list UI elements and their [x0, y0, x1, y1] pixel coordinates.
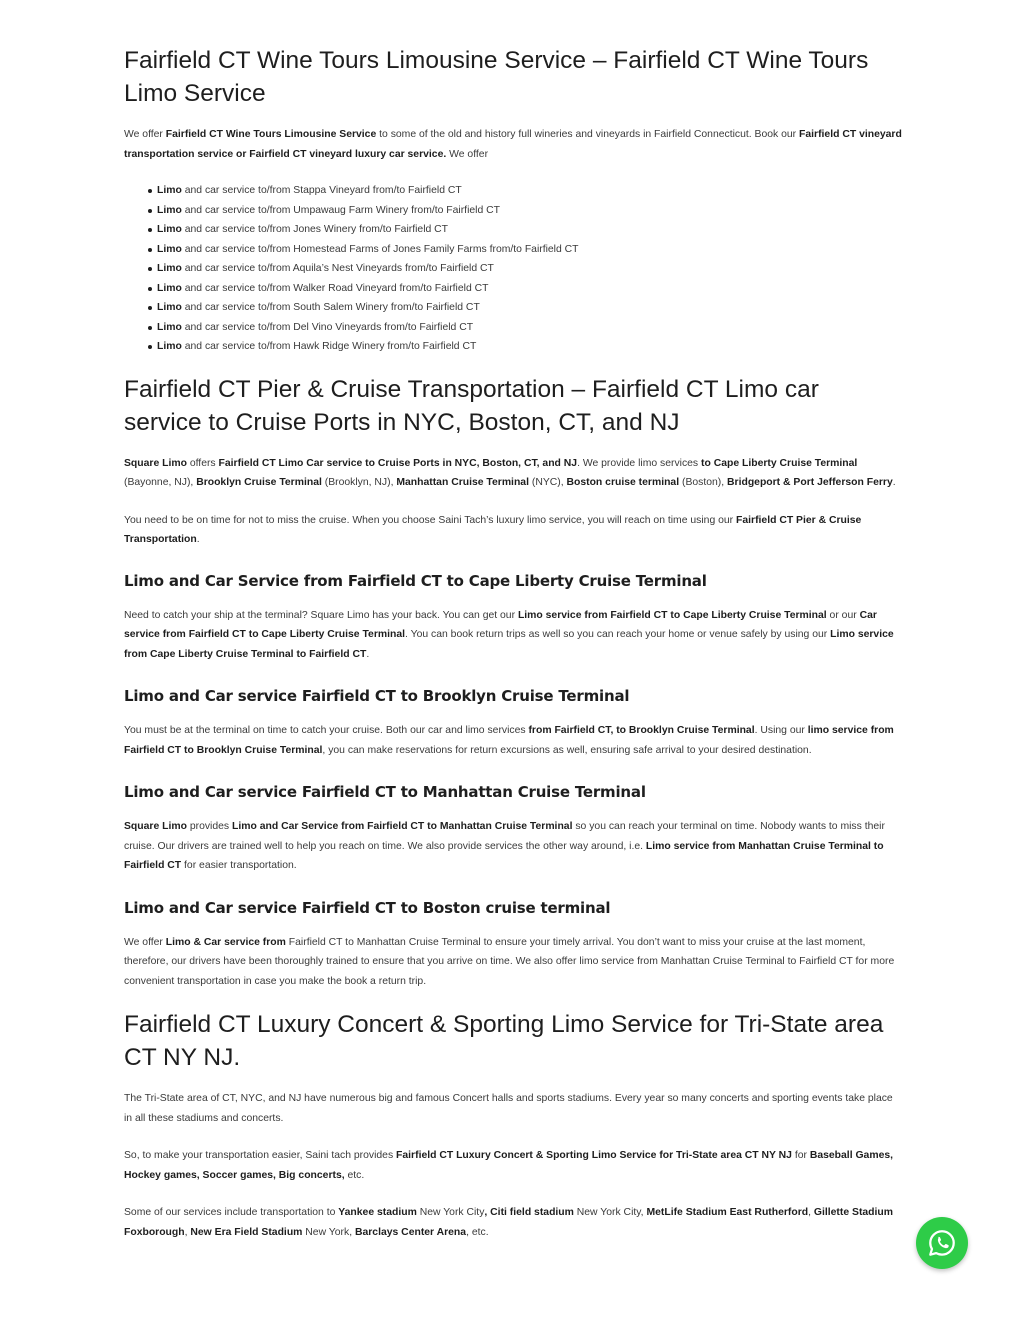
list-item: Limo and car service to/from Stappa Vineyard from/to Fairfield CT — [157, 181, 902, 201]
article — [124, 44, 902, 1242]
cape-liberty-paragraph: Need to catch your ship at the terminal? Square Limo has your back. You can get our Limo service from Fairfield CT to Cape Liberty Cruise Terminal or our Car service from Fairfield CT to Cape Liberty Cruise Terminal. You can book return trips as well so you can reach your home or venue safely by using our Limo service from Cape Liberty Cruise Terminal to Fairfield CT. — [124, 609, 894, 660]
cruise-heading: Fairfield CT Pier & Cruise Transportation – Fairfield CT Limo car service to Cruise Ports in NYC, Boston, CT, and NJ — [124, 375, 819, 436]
boston-paragraph: We offer Limo & Car service from Fairfield CT to Manhattan Cruise Terminal to ensure your timely arrival. You don’t want to miss your cruise at the last moment, therefore, our drivers have been thoroughly trained to ensure that you arrive on time. We also offer limo service from Manhattan Cruise Terminal to Fairfield CT for more convenient transportation in case you make the book a return trip. — [124, 936, 895, 987]
boston-heading: Limo and Car service Fairfield CT to Boston cruise terminal — [124, 898, 611, 917]
list-item: Limo and car service to/from Del Vino Vineyards from/to Fairfield CT — [157, 318, 902, 338]
concert-paragraph-2: So, to make your transportation easier, Saini tach provides Fairfield CT Luxury Concert & Sporting Limo Service for Tri-State area CT NY NJ for Baseball Games, Hockey games, Soccer games, Big concerts, etc. — [124, 1150, 894, 1181]
concert-heading: Fairfield CT Luxury Concert & Sporting Limo Service for Tri-State area CT NY NJ. — [124, 1011, 884, 1071]
list-item: Limo and car service to/from Aquila’s Nest Vineyards from/to Fairfield CT — [157, 259, 902, 279]
list-item: Limo and car service to/from Hawk Ridge Winery from/to Fairfield CT — [157, 337, 902, 357]
list-item: Limo and car service to/from South Salem Winery from/to Fairfield CT — [157, 298, 902, 318]
whatsapp-button[interactable] — [916, 1217, 968, 1269]
manhattan-heading: Limo and Car service Fairfield CT to Manhattan Cruise Terminal — [124, 783, 646, 801]
wine-tours-intro: We offer Fairfield CT Wine Tours Limousine Service to some of the old and history full wineries and vineyards in Fairfield Connecticut. Book our Fairfield CT vineyard transportation service or Fairfield CT vineyard luxury car service. We offer — [124, 129, 902, 160]
cruise-paragraph-2: You need to be on time for not to miss the cruise. When you choose Saini Tach’s luxury limo service, you will reach on time using our Fairfield CT Pier & Cruise Transportation. — [124, 514, 862, 545]
concert-paragraph-1: The Tri-State area of CT, NYC, and NJ have numerous big and famous Concert halls and sports stadiums. Every year so many concerts and sporting events take place in all these stadiums and concerts. — [124, 1093, 893, 1124]
list-item: Limo and car service to/from Umpawaug Farm Winery from/to Fairfield CT — [157, 201, 902, 221]
list-item: Limo and car service to/from Walker Road Vineyard from/to Fairfield CT — [157, 279, 902, 299]
wine-tours-list — [124, 181, 902, 357]
list-item: Limo and car service to/from Homestead Farms of Jones Family Farms from/to Fairfield CT — [157, 240, 902, 260]
whatsapp-icon — [927, 1228, 957, 1258]
concert-paragraph-3: Some of our services include transportation to Yankee stadium New York City, Citi field stadium New York City, MetLife Stadium East Rutherford, Gillette Stadium Foxborough, New Era Field Stadium New York, Barclays Center Arena, etc. — [124, 1207, 894, 1238]
wine-tours-heading: Fairfield CT Wine Tours Limousine Service – Fairfield CT Wine Tours Limo Service — [124, 47, 869, 107]
brooklyn-heading: Limo and Car service Fairfield CT to Brooklyn Cruise Terminal — [124, 687, 630, 705]
manhattan-paragraph: Square Limo provides Limo and Car Service from Fairfield CT to Manhattan Cruise Terminal so you can reach your terminal on time. Nobody wants to miss their cruise. Our drivers are trained well to help you reach on time. We also provide services the other way around, i.e. Limo service from Manhattan Cruise Terminal to Fairfield CT for easier transportation. — [124, 821, 885, 871]
brooklyn-paragraph: You must be at the terminal on time to catch your cruise. Both our car and limo services from Fairfield CT, to Brooklyn Cruise Terminal. Using our limo service from Fairfield CT to Brooklyn Cruise Terminal, you can make reservations for return excursions as well, ensuring safe arrival to your desired destination. — [124, 725, 894, 756]
cruise-paragraph-1: Square Limo offers Fairfield CT Limo Car service to Cruise Ports in NYC, Boston, CT, and NJ. We provide limo services to Cape Liberty Cruise Terminal (Bayonne, NJ), Brooklyn Cruise Terminal (Brooklyn, NJ), Manhattan Cruise Terminal (NYC), Boston cruise terminal (Boston), Bridgeport & Port Jefferson Ferry. — [124, 457, 896, 488]
cape-liberty-heading: Limo and Car Service from Fairfield CT to Cape Liberty Cruise Terminal — [124, 571, 707, 590]
list-item: Limo and car service to/from Jones Winery from/to Fairfield CT — [157, 220, 902, 240]
